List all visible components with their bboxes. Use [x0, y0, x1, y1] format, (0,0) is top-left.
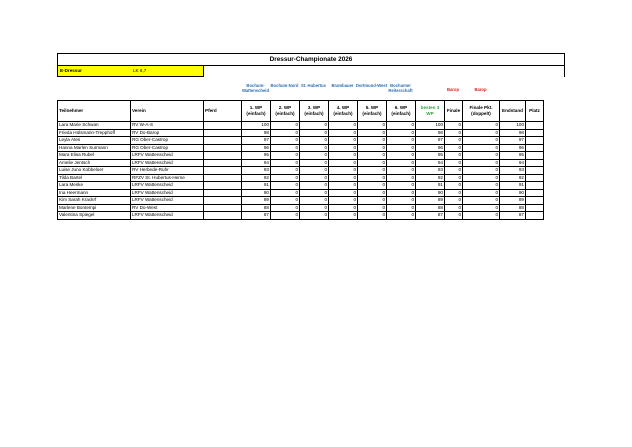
- table-cell[interactable]: 0: [329, 197, 358, 205]
- table-cell[interactable]: [204, 197, 242, 205]
- table-cell[interactable]: 0: [445, 197, 463, 205]
- table-cell[interactable]: 0: [300, 137, 329, 145]
- table-cell[interactable]: [526, 122, 544, 130]
- table-cell[interactable]: 0: [300, 152, 329, 160]
- table-cell[interactable]: 0: [463, 122, 500, 130]
- table-cell[interactable]: 94: [500, 159, 526, 167]
- table-cell[interactable]: Leyla Ates: [58, 137, 131, 145]
- table-cell[interactable]: Valentina Spiegel: [58, 212, 131, 220]
- table-cell[interactable]: [204, 174, 242, 182]
- table-cell[interactable]: 0: [358, 167, 387, 175]
- table-cell[interactable]: [204, 152, 242, 160]
- table-cell[interactable]: 94: [242, 159, 271, 167]
- table-cell[interactable]: 0: [463, 212, 500, 220]
- table-row: [58, 182, 544, 190]
- table-cell[interactable]: 88: [500, 204, 526, 212]
- table-cell[interactable]: 93: [500, 167, 526, 175]
- location-label: Brambauer: [331, 83, 354, 88]
- table-cell[interactable]: 0: [358, 144, 387, 152]
- table-cell[interactable]: 90: [416, 189, 445, 197]
- column-header: besten 3 WP: [416, 101, 445, 122]
- column-header: 2. WP (einfach): [271, 101, 300, 122]
- table-cell[interactable]: [526, 174, 544, 182]
- column-header: 5. WP (einfach): [358, 101, 387, 122]
- table-cell[interactable]: LRFV Wattenscheid: [131, 212, 204, 220]
- table-cell[interactable]: [526, 212, 544, 220]
- table-cell[interactable]: Tilda Bartel: [58, 174, 131, 182]
- table-cell[interactable]: 0: [463, 197, 500, 205]
- table-row: [58, 144, 544, 152]
- table-cell[interactable]: 0: [445, 167, 463, 175]
- table-cell[interactable]: Mara Elisa Rubel: [58, 152, 131, 160]
- table-cell[interactable]: 91: [242, 182, 271, 190]
- table-cell[interactable]: 0: [463, 204, 500, 212]
- table-cell[interactable]: 0: [387, 122, 416, 130]
- table-cell[interactable]: Amelie Jentsch: [58, 159, 131, 167]
- table-cell[interactable]: 0: [329, 189, 358, 197]
- column-header: 1. WP (einfach): [242, 101, 271, 122]
- table-cell[interactable]: 87: [416, 212, 445, 220]
- table-cell[interactable]: 0: [300, 174, 329, 182]
- table-cell[interactable]: 0: [358, 189, 387, 197]
- table-cell[interactable]: 0: [358, 204, 387, 212]
- table-row: [58, 174, 544, 182]
- table-cell[interactable]: RV W-A-S: [131, 122, 204, 130]
- table-cell[interactable]: 0: [271, 137, 300, 145]
- table-cell[interactable]: 0: [358, 122, 387, 130]
- table-cell[interactable]: [204, 204, 242, 212]
- table-cell[interactable]: 0: [463, 167, 500, 175]
- table-cell[interactable]: 0: [300, 159, 329, 167]
- table-cell[interactable]: 100: [242, 122, 271, 130]
- table-cell[interactable]: 90: [242, 189, 271, 197]
- table-cell[interactable]: 0: [445, 159, 463, 167]
- table-cell[interactable]: [526, 197, 544, 205]
- table-cell[interactable]: LRFV Wattenscheid: [131, 159, 204, 167]
- column-header: Finale: [445, 101, 463, 122]
- table-cell[interactable]: 0: [445, 122, 463, 130]
- table-cell[interactable]: 0: [445, 129, 463, 137]
- table-cell[interactable]: 0: [300, 189, 329, 197]
- table-cell[interactable]: 90: [500, 189, 526, 197]
- table-cell[interactable]: 0: [358, 152, 387, 160]
- column-header: Verein: [131, 101, 204, 122]
- table-cell[interactable]: 93: [242, 167, 271, 175]
- table-cell[interactable]: 0: [300, 144, 329, 152]
- table-cell[interactable]: 0: [271, 204, 300, 212]
- table-cell[interactable]: 96: [416, 144, 445, 152]
- table-cell[interactable]: 0: [271, 144, 300, 152]
- class-row: [57, 66, 204, 77]
- table-cell[interactable]: 0: [463, 144, 500, 152]
- table-cell[interactable]: 95: [242, 152, 271, 160]
- table-cell[interactable]: 92: [500, 174, 526, 182]
- table-cell[interactable]: 89: [500, 197, 526, 205]
- table-cell[interactable]: 0: [445, 137, 463, 145]
- table-cell[interactable]: 0: [271, 197, 300, 205]
- column-header: 6. WP (einfach): [387, 101, 416, 122]
- table-row: [58, 129, 544, 137]
- table-cell[interactable]: 87: [242, 212, 271, 220]
- table-cell[interactable]: Lara Meske: [58, 182, 131, 190]
- table-cell[interactable]: 0: [445, 144, 463, 152]
- table-cell[interactable]: [526, 167, 544, 175]
- column-header: 4. WP (einfach): [329, 101, 358, 122]
- table-cell[interactable]: 0: [387, 204, 416, 212]
- table-row: [58, 189, 544, 197]
- table-cell[interactable]: 0: [300, 204, 329, 212]
- table-cell[interactable]: 0: [271, 167, 300, 175]
- table-cell[interactable]: 0: [387, 152, 416, 160]
- table-cell[interactable]: 0: [463, 137, 500, 145]
- table-row: [58, 197, 544, 205]
- table-cell[interactable]: 0: [358, 129, 387, 137]
- class-row-spacer: [204, 66, 565, 77]
- table-cell[interactable]: 0: [445, 212, 463, 220]
- location-label: St. Hubertus: [301, 83, 326, 88]
- table-cell[interactable]: 93: [416, 167, 445, 175]
- table-cell[interactable]: RG Ober-Castrop: [131, 144, 204, 152]
- table-cell[interactable]: [204, 189, 242, 197]
- table-row: [58, 167, 544, 175]
- table-cell[interactable]: 0: [329, 167, 358, 175]
- table-cell[interactable]: 0: [358, 159, 387, 167]
- table-cell[interactable]: 98: [416, 129, 445, 137]
- column-header: 3. WP (einfach): [300, 101, 329, 122]
- table-cell[interactable]: 0: [387, 144, 416, 152]
- table-cell[interactable]: 100: [416, 122, 445, 130]
- table-cell[interactable]: RV Herbede-Ruhr: [131, 167, 204, 175]
- table-row: [58, 122, 544, 130]
- table-cell[interactable]: 91: [416, 182, 445, 190]
- table-cell[interactable]: 0: [387, 212, 416, 220]
- table-cell[interactable]: 97: [416, 137, 445, 145]
- column-header: Endstand: [500, 101, 526, 122]
- table-cell[interactable]: 95: [500, 152, 526, 160]
- table-cell[interactable]: Luise Juno Kobbeloer: [58, 167, 131, 175]
- table-cell[interactable]: 0: [271, 152, 300, 160]
- table-cell[interactable]: [526, 189, 544, 197]
- table-cell[interactable]: 0: [387, 167, 416, 175]
- table-cell[interactable]: LRFV Wattenscheid: [131, 182, 204, 190]
- table-cell[interactable]: [526, 129, 544, 137]
- table-cell[interactable]: 88: [416, 204, 445, 212]
- table-cell[interactable]: 0: [271, 212, 300, 220]
- table-cell[interactable]: 0: [463, 182, 500, 190]
- location-label: Bochum-Nord: [270, 83, 299, 88]
- table-cell[interactable]: 87: [500, 212, 526, 220]
- table-row: [58, 212, 544, 220]
- table-cell[interactable]: 0: [271, 182, 300, 190]
- table-cell[interactable]: 0: [445, 204, 463, 212]
- table-cell[interactable]: 0: [387, 159, 416, 167]
- table-cell[interactable]: 0: [358, 197, 387, 205]
- table-cell[interactable]: [526, 144, 544, 152]
- table-cell[interactable]: LRFV Wattenscheid: [131, 197, 204, 205]
- table-cell[interactable]: 0: [463, 159, 500, 167]
- table-cell[interactable]: 0: [463, 189, 500, 197]
- table-cell[interactable]: 0: [300, 167, 329, 175]
- table-cell[interactable]: 0: [329, 212, 358, 220]
- location-label: Barop: [446, 87, 460, 92]
- table-cell[interactable]: [526, 182, 544, 190]
- table-cell[interactable]: [204, 137, 242, 145]
- table-cell[interactable]: 0: [445, 182, 463, 190]
- table-cell[interactable]: [204, 144, 242, 152]
- table-cell[interactable]: [204, 122, 242, 130]
- table-cell[interactable]: RV Do-Barop: [131, 129, 204, 137]
- table-cell[interactable]: RV Do-West: [131, 204, 204, 212]
- table-cell[interactable]: 0: [300, 182, 329, 190]
- table-cell[interactable]: 0: [329, 129, 358, 137]
- table-cell[interactable]: 89: [416, 197, 445, 205]
- table-cell[interactable]: 0: [358, 137, 387, 145]
- location-label: Barop: [474, 87, 487, 92]
- table-cell[interactable]: 0: [329, 137, 358, 145]
- table-cell[interactable]: 0: [329, 159, 358, 167]
- table-cell[interactable]: 98: [500, 129, 526, 137]
- location-label: Bochumer Reiterschaft: [388, 83, 413, 93]
- table-cell[interactable]: 0: [387, 182, 416, 190]
- table-cell[interactable]: 88: [242, 204, 271, 212]
- table-cell[interactable]: 0: [358, 182, 387, 190]
- table-cell[interactable]: 0: [271, 159, 300, 167]
- table-cell[interactable]: 0: [387, 174, 416, 182]
- table-cell[interactable]: [204, 159, 242, 167]
- table-cell[interactable]: Lara Marie Schwan: [58, 122, 131, 130]
- table-cell[interactable]: [526, 137, 544, 145]
- column-header: Pferd: [204, 101, 242, 122]
- table-cell[interactable]: 89: [242, 197, 271, 205]
- table-cell[interactable]: RFZV St. Hubertus-Herne: [131, 174, 204, 182]
- table-cell[interactable]: 0: [329, 144, 358, 152]
- class-level: LK 6,7: [133, 68, 147, 73]
- location-label: Bochum-Wattenscheid: [241, 83, 270, 93]
- header-row: [58, 101, 544, 122]
- table-cell[interactable]: 0: [445, 152, 463, 160]
- table-cell[interactable]: [204, 182, 242, 190]
- table-cell[interactable]: 0: [329, 182, 358, 190]
- table-row: [58, 159, 544, 167]
- table-cell[interactable]: 0: [271, 129, 300, 137]
- table-cell[interactable]: 0: [445, 189, 463, 197]
- table-cell[interactable]: 0: [358, 174, 387, 182]
- class-name: E-Dressur: [60, 68, 82, 73]
- table-cell[interactable]: 0: [300, 129, 329, 137]
- table-cell[interactable]: Hanna Marlen Surmann: [58, 144, 131, 152]
- location-label: Dortmund-West: [355, 83, 388, 88]
- table-cell[interactable]: 0: [387, 189, 416, 197]
- table-cell[interactable]: 0: [329, 204, 358, 212]
- table-cell[interactable]: 0: [463, 174, 500, 182]
- table-cell[interactable]: 0: [387, 137, 416, 145]
- table-cell[interactable]: 0: [271, 174, 300, 182]
- table-cell[interactable]: 0: [300, 212, 329, 220]
- table-cell[interactable]: 92: [416, 174, 445, 182]
- table-cell[interactable]: 0: [271, 189, 300, 197]
- table-cell[interactable]: [526, 152, 544, 160]
- table-cell[interactable]: 0: [358, 212, 387, 220]
- table-cell[interactable]: 96: [500, 144, 526, 152]
- table-cell[interactable]: Marlene Bontempi: [58, 204, 131, 212]
- column-header: Teilnehmer: [58, 101, 131, 122]
- table-cell[interactable]: 94: [416, 159, 445, 167]
- table-cell[interactable]: 92: [242, 174, 271, 182]
- table-cell[interactable]: [526, 204, 544, 212]
- table-cell[interactable]: Ina Heermann: [58, 189, 131, 197]
- table-row: [58, 137, 544, 145]
- table-cell[interactable]: 0: [445, 174, 463, 182]
- table-cell[interactable]: 0: [329, 174, 358, 182]
- table-cell[interactable]: 97: [242, 137, 271, 145]
- table-cell[interactable]: 0: [463, 129, 500, 137]
- table-cell[interactable]: 0: [300, 122, 329, 130]
- sheet-title: Dressur-Championate 2026: [57, 53, 565, 66]
- table-cell[interactable]: 0: [329, 122, 358, 130]
- table-cell[interactable]: 0: [329, 152, 358, 160]
- table-cell[interactable]: 91: [500, 182, 526, 190]
- table-cell[interactable]: RG Ober-Castrop: [131, 137, 204, 145]
- table-cell[interactable]: [526, 159, 544, 167]
- table-cell[interactable]: 98: [242, 129, 271, 137]
- table-row: [58, 152, 544, 160]
- table-cell[interactable]: 0: [387, 197, 416, 205]
- table-cell[interactable]: 0: [271, 122, 300, 130]
- table-cell[interactable]: 97: [500, 137, 526, 145]
- column-header: Platz: [526, 101, 544, 122]
- table-cell[interactable]: [204, 167, 242, 175]
- table-cell[interactable]: LRFV Wattenscheid: [131, 152, 204, 160]
- results-table: [57, 100, 544, 220]
- table-cell[interactable]: [204, 129, 242, 137]
- table-cell[interactable]: Kim Sarah Krackrf: [58, 197, 131, 205]
- table-cell[interactable]: [204, 212, 242, 220]
- table-cell[interactable]: 100: [500, 122, 526, 130]
- table-cell[interactable]: 0: [463, 152, 500, 160]
- table-cell[interactable]: 0: [300, 197, 329, 205]
- table-cell[interactable]: Frieda Hülsmann-Trepphoff: [58, 129, 131, 137]
- column-header: Finale Pkt. (doppelt): [463, 101, 500, 122]
- table-cell[interactable]: 96: [242, 144, 271, 152]
- table-cell[interactable]: LRFV Wattenscheid: [131, 189, 204, 197]
- table-cell[interactable]: 0: [387, 129, 416, 137]
- table-row: [58, 204, 544, 212]
- table-cell[interactable]: 95: [416, 152, 445, 160]
